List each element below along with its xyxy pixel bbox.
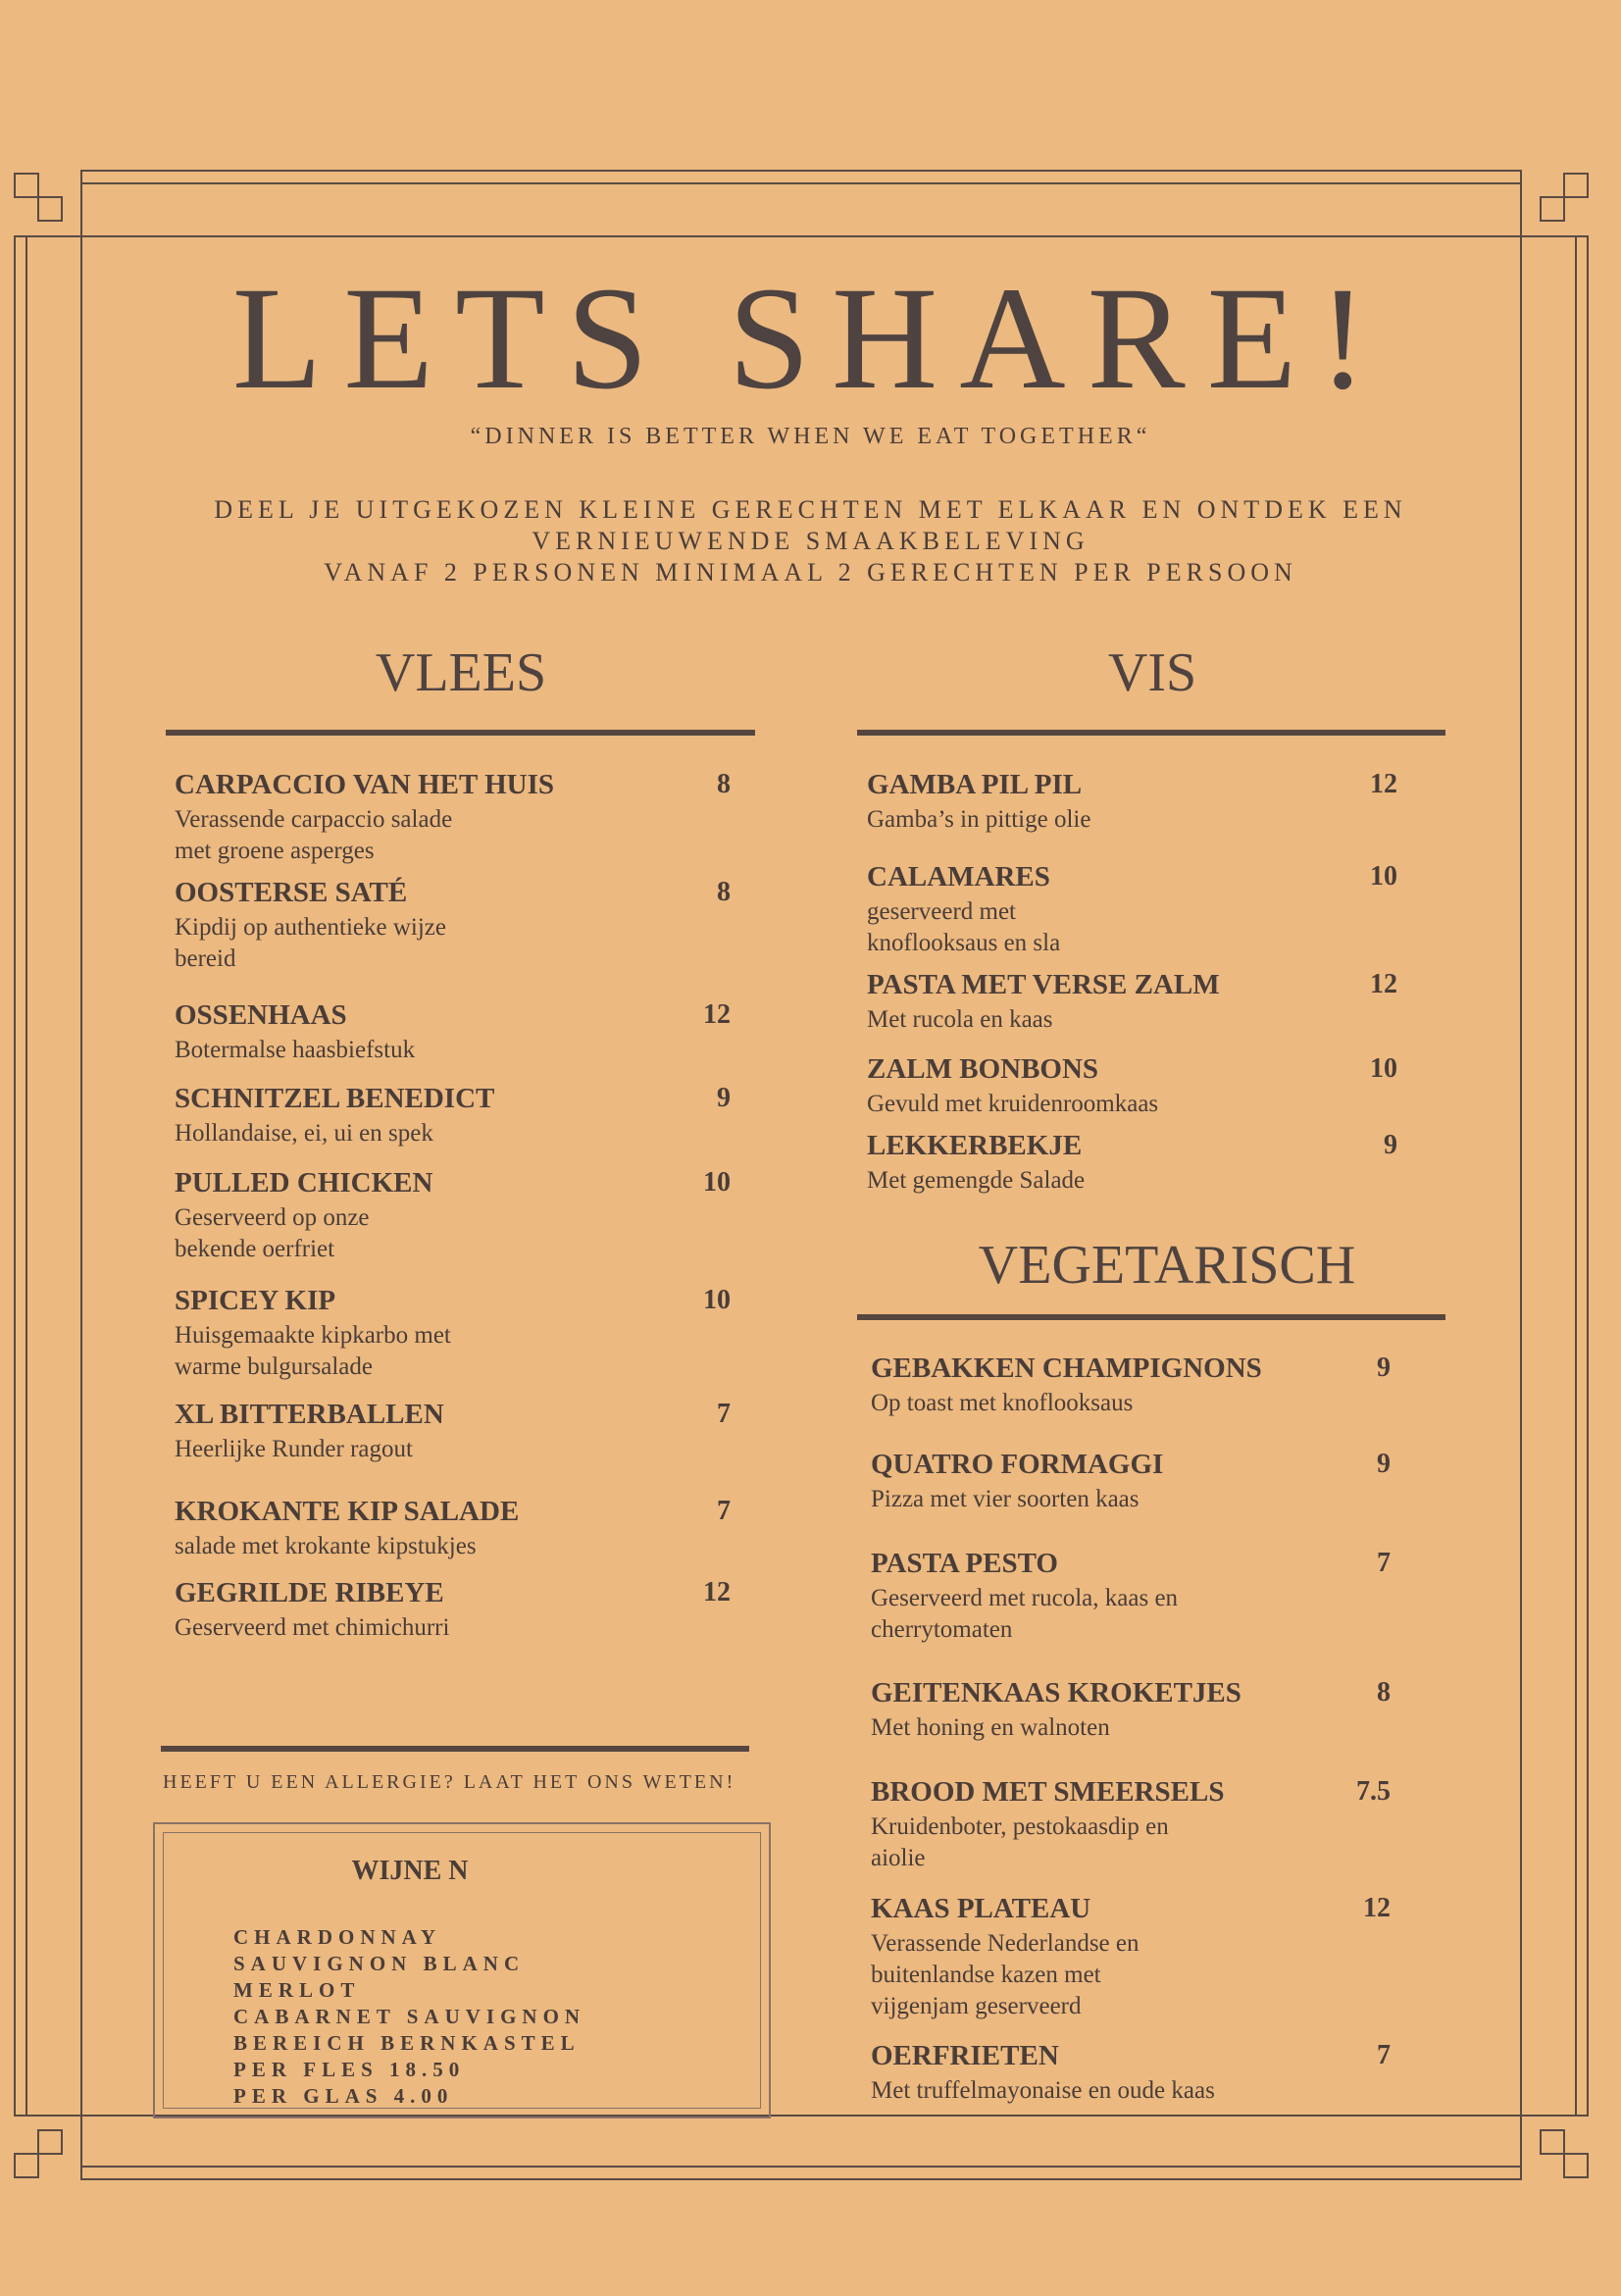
- menu-item-name: OERFRIETEN: [871, 2040, 1059, 2071]
- menu-item-name: PULLED CHICKEN: [175, 1167, 433, 1199]
- menu-item-description-line: bereid: [175, 945, 236, 972]
- menu-item-name: ZALM BONBONS: [867, 1053, 1099, 1085]
- intro-line: VERNIEUWENDE SMAAKBELEVING: [532, 527, 1089, 555]
- menu-item-price: 10: [703, 1167, 731, 1198]
- menu-item-description-line: Botermalse haasbiefstuk: [175, 1037, 416, 1063]
- menu-item-description-line: Hollandaise, ei, ui en spek: [175, 1120, 433, 1147]
- menu-item-description: [867, 896, 1060, 959]
- menu-item-description-line: Geserveerd met rucola, kaas en: [871, 1585, 1179, 1611]
- menu-item-description-line: Met gemengde Salade: [867, 1167, 1086, 1194]
- menu-item-description-line: Kruidenboter, pestokaasdip en: [871, 1813, 1169, 1840]
- menu-item-description: [175, 1612, 449, 1644]
- menu-item-description-line: Geserveerd op onze: [175, 1204, 370, 1231]
- menu-item-name: GEBAKKEN CHAMPIGNONS: [871, 1352, 1262, 1384]
- section-rule: [857, 730, 1445, 736]
- menu-item-description: [175, 1320, 451, 1383]
- allergy-note: HEEFT U EEN ALLERGIE? LAAT HET ONS WETEN!: [163, 1771, 736, 1793]
- wine-item: BEREICH BERNKASTEL: [233, 2031, 581, 2055]
- wine-box: [153, 1822, 771, 2118]
- menu-item-description: [871, 1388, 1133, 1419]
- menu-item-description-line: Met rucola en kaas: [867, 1006, 1053, 1033]
- menu-item-description: [175, 1202, 370, 1265]
- menu-item-description-line: Gamba’s in pittige olie: [867, 806, 1091, 833]
- menu-item-price: 9: [1377, 1449, 1391, 1479]
- menu-item-name: PASTA PESTO: [871, 1548, 1058, 1579]
- menu-item-description: [871, 2075, 1215, 2107]
- menu-item-name: OOSTERSE SATÉ: [175, 877, 408, 908]
- menu-item-name: LEKKERBEKJE: [867, 1130, 1083, 1161]
- menu-item-description-line: Op toast met knoflooksaus: [871, 1390, 1134, 1416]
- wine-item: CHARDONNAY: [233, 1925, 442, 1949]
- menu-item-description-line: cherrytomaten: [871, 1616, 1013, 1643]
- menu-item-price: 12: [703, 1577, 731, 1607]
- menu-item-description: [871, 1928, 1140, 2022]
- menu-item-description-line: buitenlandse kazen met: [871, 1962, 1101, 1988]
- menu-item-price: 10: [1370, 1053, 1397, 1084]
- section-title-vegetarisch: VEGETARISCH: [978, 1235, 1356, 1296]
- menu-item-name: XL BITTERBALLEN: [175, 1399, 444, 1430]
- menu-item-name: CALAMARES: [867, 861, 1050, 893]
- menu-item-price: 9: [1384, 1130, 1397, 1160]
- menu-item-description-line: Gevuld met kruidenroomkaas: [867, 1091, 1159, 1117]
- menu-item-description-line: Huisgemaakte kipkarbo met: [175, 1322, 451, 1349]
- menu-item-description-line: Met honing en walnoten: [871, 1714, 1110, 1741]
- menu-item-description-line: vijgenjam geserveerd: [871, 1993, 1082, 2019]
- menu-item-price: 7: [717, 1399, 731, 1429]
- menu-item-description-line: Kipdij op authentieke wijze: [175, 914, 447, 941]
- intro-line: VANAF 2 PERSONEN MINIMAAL 2 GERECHTEN PER PERSOON: [324, 558, 1297, 587]
- menu-item-price: 9: [717, 1083, 731, 1113]
- wine-item: PER GLAS 4.00: [233, 2084, 454, 2108]
- wine-item: PER FLES 18.50: [233, 2058, 466, 2081]
- menu-item-description-line: Met truffelmayonaise en oude kaas: [871, 2077, 1215, 2104]
- menu-item-description: [871, 1583, 1178, 1646]
- menu-item-name: BROOD MET SMEERSELS: [871, 1776, 1225, 1808]
- menu-item-price: 8: [717, 769, 731, 799]
- menu-item-description-line: knoflooksaus en sla: [867, 930, 1061, 956]
- menu-item-description: [867, 1165, 1085, 1197]
- menu-item-price: 12: [703, 999, 731, 1030]
- menu-item-description-line: Verassende carpaccio salade: [175, 806, 453, 833]
- menu-item-description: [175, 1531, 477, 1562]
- menu-item-name: GEGRILDE RIBEYE: [175, 1577, 444, 1608]
- menu-item-price: 8: [717, 877, 731, 907]
- menu-item-description: [867, 804, 1090, 836]
- menu-item-name: KROKANTE KIP SALADE: [175, 1496, 520, 1527]
- tagline: “DINNER IS BETTER WHEN WE EAT TOGETHER“: [470, 424, 1151, 449]
- menu-item-description-line: Heerlijke Runder ragout: [175, 1436, 413, 1462]
- menu-item-description: [175, 912, 446, 975]
- menu-item-description: [871, 1811, 1169, 1874]
- menu-item-name: GEITENKAAS KROKETJES: [871, 1677, 1241, 1709]
- section-title-vlees: VLEES: [375, 642, 547, 703]
- menu-item-name: SCHNITZEL BENEDICT: [175, 1083, 495, 1114]
- menu-item-description: [867, 1004, 1053, 1036]
- menu-item-description-line: geserveerd met: [867, 898, 1017, 925]
- menu-item-price: 7: [1377, 2040, 1391, 2070]
- menu-item-description-line: warme bulgursalade: [175, 1353, 374, 1380]
- menu-item-description-line: aiolie: [871, 1845, 926, 1871]
- menu-item-price: 12: [1363, 1893, 1391, 1923]
- intro-text: [0, 494, 1621, 588]
- intro-line: DEEL JE UITGEKOZEN KLEINE GERECHTEN MET ELKAAR EN ONTDEK EEN: [214, 495, 1407, 524]
- menu-item-description: [871, 1484, 1140, 1515]
- wine-title: WIJNE N: [351, 1856, 469, 1886]
- menu-item-name: GAMBA PIL PIL: [867, 769, 1083, 800]
- menu-item-description: [175, 1035, 415, 1066]
- menu-item-price: 7.5: [1356, 1776, 1391, 1807]
- menu-item-price: 12: [1370, 969, 1397, 999]
- menu-item-price: 9: [1377, 1352, 1391, 1383]
- menu-item-name: OSSENHAAS: [175, 999, 347, 1031]
- menu-item-name: KAAS PLATEAU: [871, 1893, 1091, 1924]
- menu-item-price: 8: [1377, 1677, 1391, 1708]
- menu-item-description-line: Geserveerd met chimichurri: [175, 1614, 450, 1641]
- section-rule: [166, 730, 755, 736]
- menu-item-name: SPICEY KIP: [175, 1285, 336, 1316]
- menu-item-description: [871, 1712, 1110, 1744]
- menu-item-description-line: Verassende Nederlandse en: [871, 1930, 1140, 1957]
- menu-item-price: 7: [717, 1496, 731, 1526]
- menu-item-price: 10: [703, 1285, 731, 1315]
- menu-item-price: 12: [1370, 769, 1397, 799]
- wine-item: CABARNET SAUVIGNON: [233, 2005, 586, 2028]
- menu-item-name: CARPACCIO VAN HET HUIS: [175, 769, 555, 800]
- menu-item-description-line: Pizza met vier soorten kaas: [871, 1486, 1140, 1512]
- menu-item-description-line: bekende oerfriet: [175, 1236, 335, 1262]
- allergy-rule: [161, 1746, 749, 1752]
- menu-item-description: [867, 1089, 1158, 1120]
- menu-item-description: [175, 804, 452, 867]
- menu-item-description: [175, 1118, 433, 1149]
- menu-item-name: QUATRO FORMAGGI: [871, 1449, 1164, 1480]
- wine-item: SAUVIGNON BLANC: [233, 1952, 526, 1975]
- page-title: LETS SHARE!: [231, 257, 1390, 420]
- section-title-vis: VIS: [1107, 642, 1197, 703]
- wine-list: [233, 1924, 585, 2110]
- menu-item-description-line: met groene asperges: [175, 838, 375, 864]
- wine-item: MERLOT: [233, 1978, 361, 2002]
- menu-item-price: 7: [1377, 1548, 1391, 1578]
- menu-item-description-line: salade met krokante kipstukjes: [175, 1533, 477, 1559]
- menu-item-name: PASTA MET VERSE ZALM: [867, 969, 1220, 1000]
- menu-item-price: 10: [1370, 861, 1397, 892]
- menu-item-description: [175, 1434, 413, 1465]
- section-rule: [857, 1314, 1445, 1320]
